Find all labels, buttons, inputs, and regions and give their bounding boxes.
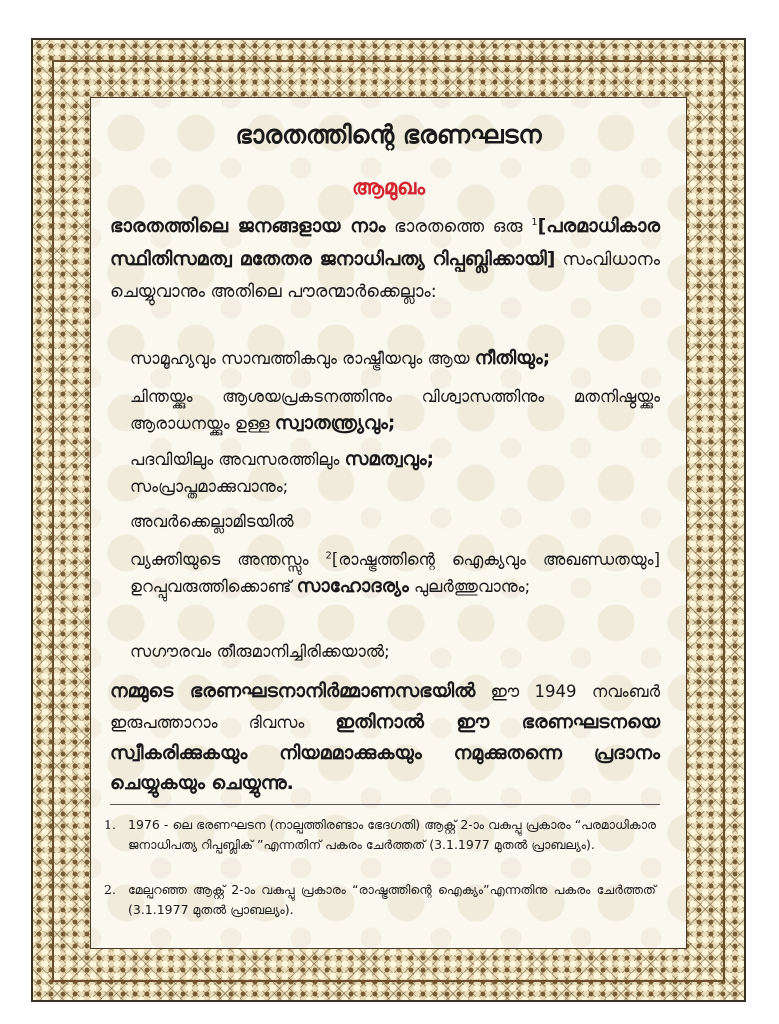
preamble-intro [110, 210, 660, 308]
liberty-text: ചിന്തയ്ക്കും ആശയപ്രകടനത്തിനും വിശ്വാസത്തിനും മതനിഷ്ഠയ്ക്കും ആരാധനയ്ക്കും ഉള്ള [130, 387, 660, 433]
republic-clause: [പരമാധികാര സ്ഥിതിസമത്വ മതേതര ജനാധിപത്യ റിപ്പബ്ലിക്കായി] [110, 215, 660, 270]
footnote-ref-1: 1 [531, 217, 538, 229]
intro-text-1: ഭാരതത്തെ ഒരു [385, 217, 532, 237]
intro-text-2: സംവിധാനം ചെയ്യുവാനും അതിലെ പൗരന്മാർക്കെല്ലാം: [110, 250, 660, 302]
liberty-bold: സ്വാതന്ത്ര്യവും; [274, 413, 396, 434]
we-the-people: ഭാരതത്തിലെ ജനങ്ങളായ നാം [110, 215, 386, 237]
fraternity-text-1: വ്യക്തിയുടെ അന്തസ്സും [130, 550, 326, 569]
fraternity-item [130, 546, 660, 600]
adoption-date: ഈ 1949 നവംബർ ഇരുപത്താറാം ദിവസം [110, 682, 660, 732]
among-all: അവർക്കെല്ലാമിടയിൽ [130, 512, 294, 531]
document-title: ഭാരതത്തിന്റെ ഭരണഘടന [235, 120, 542, 149]
fraternity-text-2: [രാഷ്ട്രത്തിന്റെ ഐക്യവും അഖണ്ഡതയും] ഉറപ്പുവരുത്തിക്കൊണ്ട് [130, 550, 660, 596]
adoption-paragraph [110, 676, 660, 798]
footnote-1-number: 1. [104, 817, 116, 832]
footnote-2-text: മേല്പറഞ്ഞ ആക്റ്റ് 2-ാം വകുപ്പു പ്രകാരം “രാഷ്ട്രത്തിന്റെ ഐക്യം”എന്നതിനു പകരം ചേർത്തത് (3.1.1977 മുതൽ പ്രാബല്യം). [128, 882, 656, 917]
equality-text-2: സംപ്രാപ്തമാക്കുവാനും; [130, 477, 289, 496]
equality-item [130, 446, 660, 500]
equality-text-1: പദവിയിലും അവസരത്തിലും [130, 450, 345, 469]
justice-text: സാമൂഹ്യവും സാമ്പത്തികവും രാഷ്ട്രീയവും ആയ [130, 349, 475, 368]
liberty-item [130, 383, 660, 437]
preamble-heading: ആമുഖം [351, 175, 426, 199]
footnote-1 [104, 815, 660, 855]
footnote-1-text: 1976 - ലെ ഭരണഘടന (നാല്പത്തിരണ്ടാം ഭേദഗതി) ആക്റ്റ് 2-ാം വകുപ്പു പ്രകാരം “പരമാധികാര ജനാധിപത്യ റിപ്പബ്ലിക് ”എന്നതിന് പകരം ചേർത്തത് (3.1.1977 മുതൽ പ്രാബല്യം). [128, 817, 656, 852]
footnote-2-number: 2. [104, 882, 116, 897]
resolved-line: സഗൗരവം തീരുമാനിച്ചിരിക്കയാൽ; [130, 642, 390, 661]
adoption-clause: ഇതിനാൽ ഈ ഭരണഘടനയെ സ്വീകരിക്കുകയും നിയമമാക്കുകയും നമുക്കുതന്നെ പ്രദാനം ചെയ്യുകയും ചെയ്യുന്നു. [110, 711, 660, 794]
justice-bold: നീതിയും; [474, 348, 551, 369]
footnote-divider [110, 804, 660, 805]
constituent-assembly: നമ്മുടെ ഭരണഘടനാനിർമ്മാണസഭയിൽ [110, 680, 476, 702]
fraternity-text-3: പുലർത്തുവാനും; [408, 577, 531, 596]
justice-item [130, 345, 660, 372]
footnote-ref-2: 2 [325, 550, 332, 562]
fraternity-bold: സാഹോദര്യം [296, 576, 409, 597]
footnote-2 [104, 880, 660, 920]
equality-bold: സമത്വവും; [344, 449, 434, 470]
